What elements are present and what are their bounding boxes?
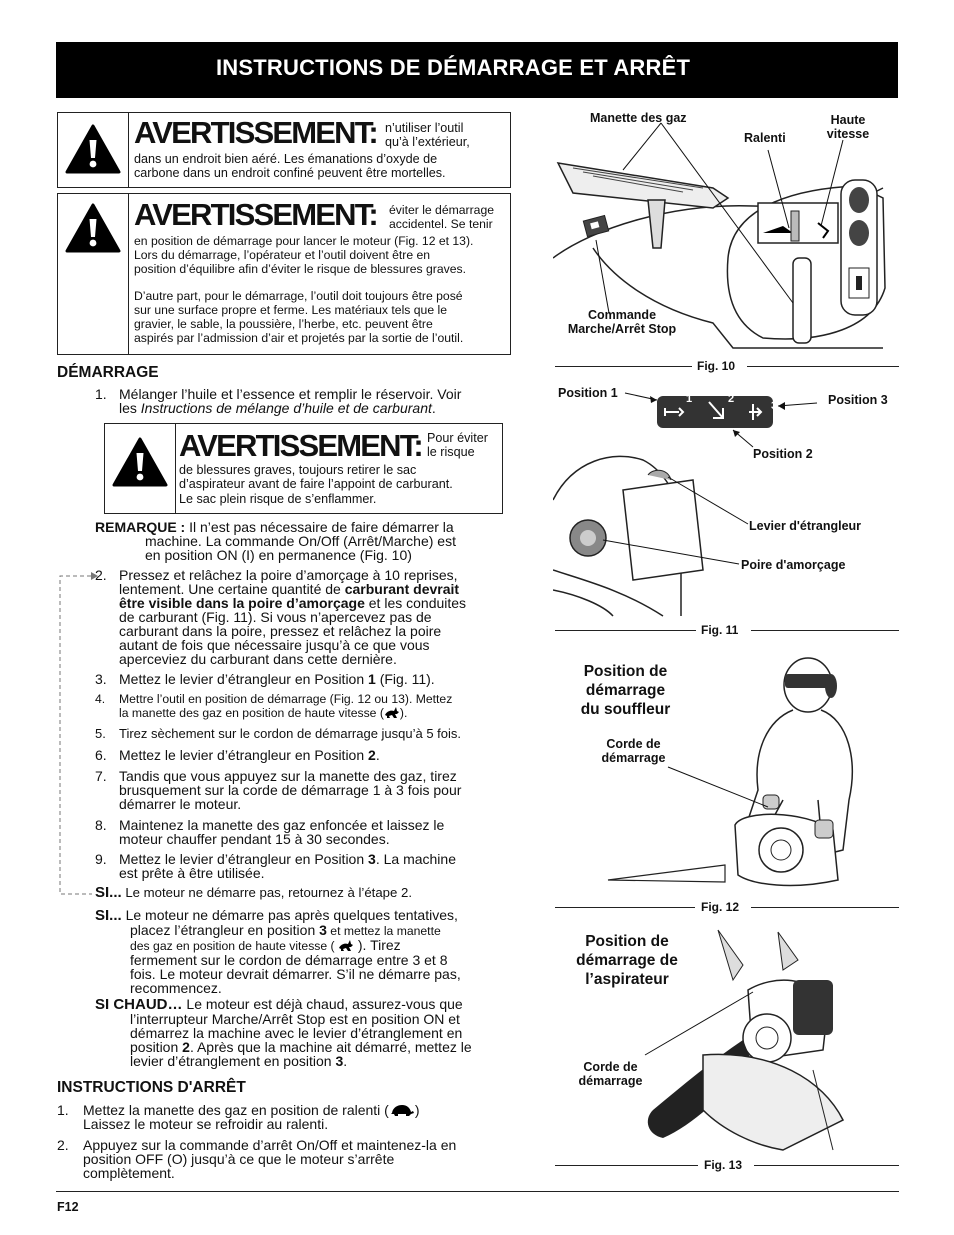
warning-heading: AVERTISSEMENT: — [134, 115, 377, 150]
si-chaud-note: SI CHAUD… Le moteur est déjà chaud, assurez-vous que l’interrupteur Marche/Arrêt Stop est en position ON et démarrez la machine avec le levier d’étranglement en position 2. Après que la machine ait démarré, mettez le levier d’étranglement en position 3. — [95, 996, 472, 1069]
label-haute-vitesse: Haute vitesse — [826, 113, 870, 141]
fig12-title: Position de démarrage du souffleur — [580, 663, 671, 718]
footer-rule — [56, 1191, 899, 1192]
warning-box-bag — [104, 423, 503, 514]
fig11-rule-right — [751, 630, 899, 631]
step-3: 3. Mettez le levier d’étrangleur en Position 1 (Fig. 11). — [95, 671, 435, 687]
fig11-rule-left — [555, 630, 696, 631]
figure-13 — [553, 920, 901, 1160]
fig13-title: Position de démarrage de l’aspirateur — [576, 933, 678, 988]
choke-number-1: 1 — [686, 393, 693, 405]
fig13-caption: Fig. 13 — [704, 1158, 743, 1172]
fig10-rule-left — [555, 366, 692, 367]
warning-triangle-icon — [112, 437, 168, 487]
warning-box-outdoor — [57, 112, 511, 188]
section-title-demarrage: DÉMARRAGE — [57, 364, 159, 381]
fig10-rule-right — [747, 366, 899, 367]
choke-illustration — [553, 380, 901, 620]
arret-step-2: 2. Appuyez sur la commande d’arrêt On/Off et maintenez-la en position OFF (O) jusqu’à ce que le moteur s’arrête complètement. — [57, 1137, 457, 1181]
label-levier: Levier d'étrangleur — [749, 519, 862, 533]
page-header-banner — [56, 42, 898, 98]
step-4: 4. Mettre l’outil en position de démarrage (Fig. 12 ou 13). Mettez la manette des gaz en position de haute vitesse ( ). — [95, 692, 453, 720]
warning-body-text-2: D’autre part, pour le démarrage, l’outil doit toujours être posé sur une surface propre et ferme. Les matériaux tels que le gravier, le sable, la poussière, l’herbe, etc. peuvent être aspirés par l’admission d’air et projetés par la sortie de l’outil. — [134, 289, 464, 345]
warning-triangle-icon — [65, 203, 121, 253]
fig12-caption: Fig. 12 — [701, 900, 740, 914]
page-number: F12 — [57, 1200, 79, 1214]
step-5: 5. Tirez sèchement sur le cordon de démarrage jusqu’à 5 fois. — [95, 726, 462, 741]
step-6: 6. Mettez le levier d’étrangleur en Position 2. — [95, 747, 380, 763]
vacuum-start-illustration — [553, 920, 901, 1160]
remarque-note: REMARQUE : Il n’est pas nécessaire de faire démarrer la machine. La commande On/Off (Arrêt/Marche) est en position ON (I) en permanence (Fig. 10) — [95, 519, 456, 563]
label-manette: Manette des gaz — [590, 111, 687, 125]
warning-triangle-cell — [105, 424, 176, 513]
loop-back-arrow — [55, 568, 100, 898]
fig11-caption: Fig. 11 — [701, 623, 739, 637]
fig13-label-corde: Corde de démarrage — [578, 1060, 643, 1088]
turtle-icon — [389, 1104, 415, 1117]
si-note-2: SI... Le moteur ne démarre pas après quelques tentatives, placez l’étrangleur en position 3 et mettez la manette des gaz en position de haute vitesse ( ). Tirez fermement sur le cordon de démarrage entre 3 et 8 fois. Le moteur devrait démarrer. S’il ne démarre pas, recommencez. — [95, 907, 461, 996]
label-position-1: Position 1 — [558, 386, 618, 400]
warning-heading: AVERTISSEMENT: — [134, 197, 377, 232]
fig12-rule-left — [555, 907, 695, 908]
fig13-rule-right — [754, 1165, 899, 1166]
label-poire: Poire d'amorçage — [741, 558, 846, 572]
warning-body-text: de blessures graves, toujours retirer le sac d’aspirateur avant de faire l’appoint de carburant. Le sac plein risque de s’enflammer. — [179, 463, 453, 506]
arret-step-1: 1. Mettez la manette des gaz en position de ralenti ( ) Laissez le moteur se refroidir au ralenti. — [57, 1102, 420, 1132]
warning-box-accidental-start — [57, 193, 511, 355]
label-position-2: Position 2 — [753, 447, 813, 461]
fig10-caption: Fig. 10 — [697, 359, 736, 373]
label-commande: Commande Marche/Arrêt Stop — [567, 308, 677, 336]
step-8: 8. Maintenez la manette des gaz enfoncée et laissez le moteur chauffer pendant 15 à 30 secondes. — [95, 817, 445, 847]
page-title: INSTRUCTIONS DE DÉMARRAGE ET ARRÊT — [216, 55, 691, 80]
step-9: 9. Mettez le levier d’étrangleur en Position 3. La machine est prête à être utilisée. — [95, 851, 456, 881]
label-position-3: Position 3 — [828, 393, 888, 407]
hare-icon — [338, 939, 354, 952]
step-1: 1. Mélanger l’huile et l’essence et remplir le réservoir. Voir les Instructions de mélange d’huile et de carburant. — [95, 386, 462, 416]
blower-start-illustration — [553, 650, 901, 900]
step-7: 7. Tandis que vous appuyez sur la manette des gaz, tirez brusquement sur la corde de démarrage 1 à 3 fois pour démarrer le moteur. — [95, 768, 462, 812]
warning-body-text: en position de démarrage pour lancer le moteur (Fig. 12 et 13). Lors du démarrage, l’opérateur et l’outil doivent être en position d’équilibre afin d’éviter le risque de blessures graves. — [134, 234, 474, 276]
section-title-arret: INSTRUCTIONS D'ARRÊT — [57, 1079, 246, 1096]
fig12-rule-right — [751, 907, 899, 908]
hare-icon — [384, 706, 400, 719]
warning-body-text: dans un endroit bien aéré. Les émanations d’oxyde de carbone dans un endroit confiné peuvent être mortelles. — [134, 152, 446, 181]
warning-side-text: éviter le démarrage accidentel. Se tenir — [389, 203, 494, 231]
label-ralenti: Ralenti — [744, 131, 786, 145]
warning-triangle-cell — [58, 113, 129, 187]
warning-triangle-icon — [65, 124, 121, 174]
si-note-1: SI... Le moteur ne démarre pas, retournez à l’étape 2. — [95, 884, 412, 901]
warning-triangle-cell — [58, 194, 129, 354]
warning-side-text: Pour éviter le risque — [427, 431, 488, 460]
choke-number-3: 3 — [771, 400, 778, 412]
warning-heading: AVERTISSEMENT: — [179, 428, 422, 463]
choke-number-2: 2 — [728, 393, 735, 405]
warning-side-text: n’utiliser l’outil qu’à l’extérieur, — [385, 121, 470, 150]
fig13-rule-left — [555, 1165, 698, 1166]
figure-11 — [553, 380, 901, 620]
figure-10 — [553, 108, 901, 376]
fig12-label-corde: Corde de démarrage — [601, 737, 666, 765]
figure-12 — [553, 650, 901, 900]
step-2: 2. Pressez et relâchez la poire d’amorçage à 10 reprises, lentement. Une certaine quantité de carburant devrait être visible dans la poire d’amorçage et les conduites de carburant (Fig. 11). Si vous n’apercevez pas de carburant dans la poire, pressez et relâchez la poire autant de fois que nécessaire jusqu’à ce que vous aperceviez du carburant dans cette dernière. — [95, 567, 467, 667]
